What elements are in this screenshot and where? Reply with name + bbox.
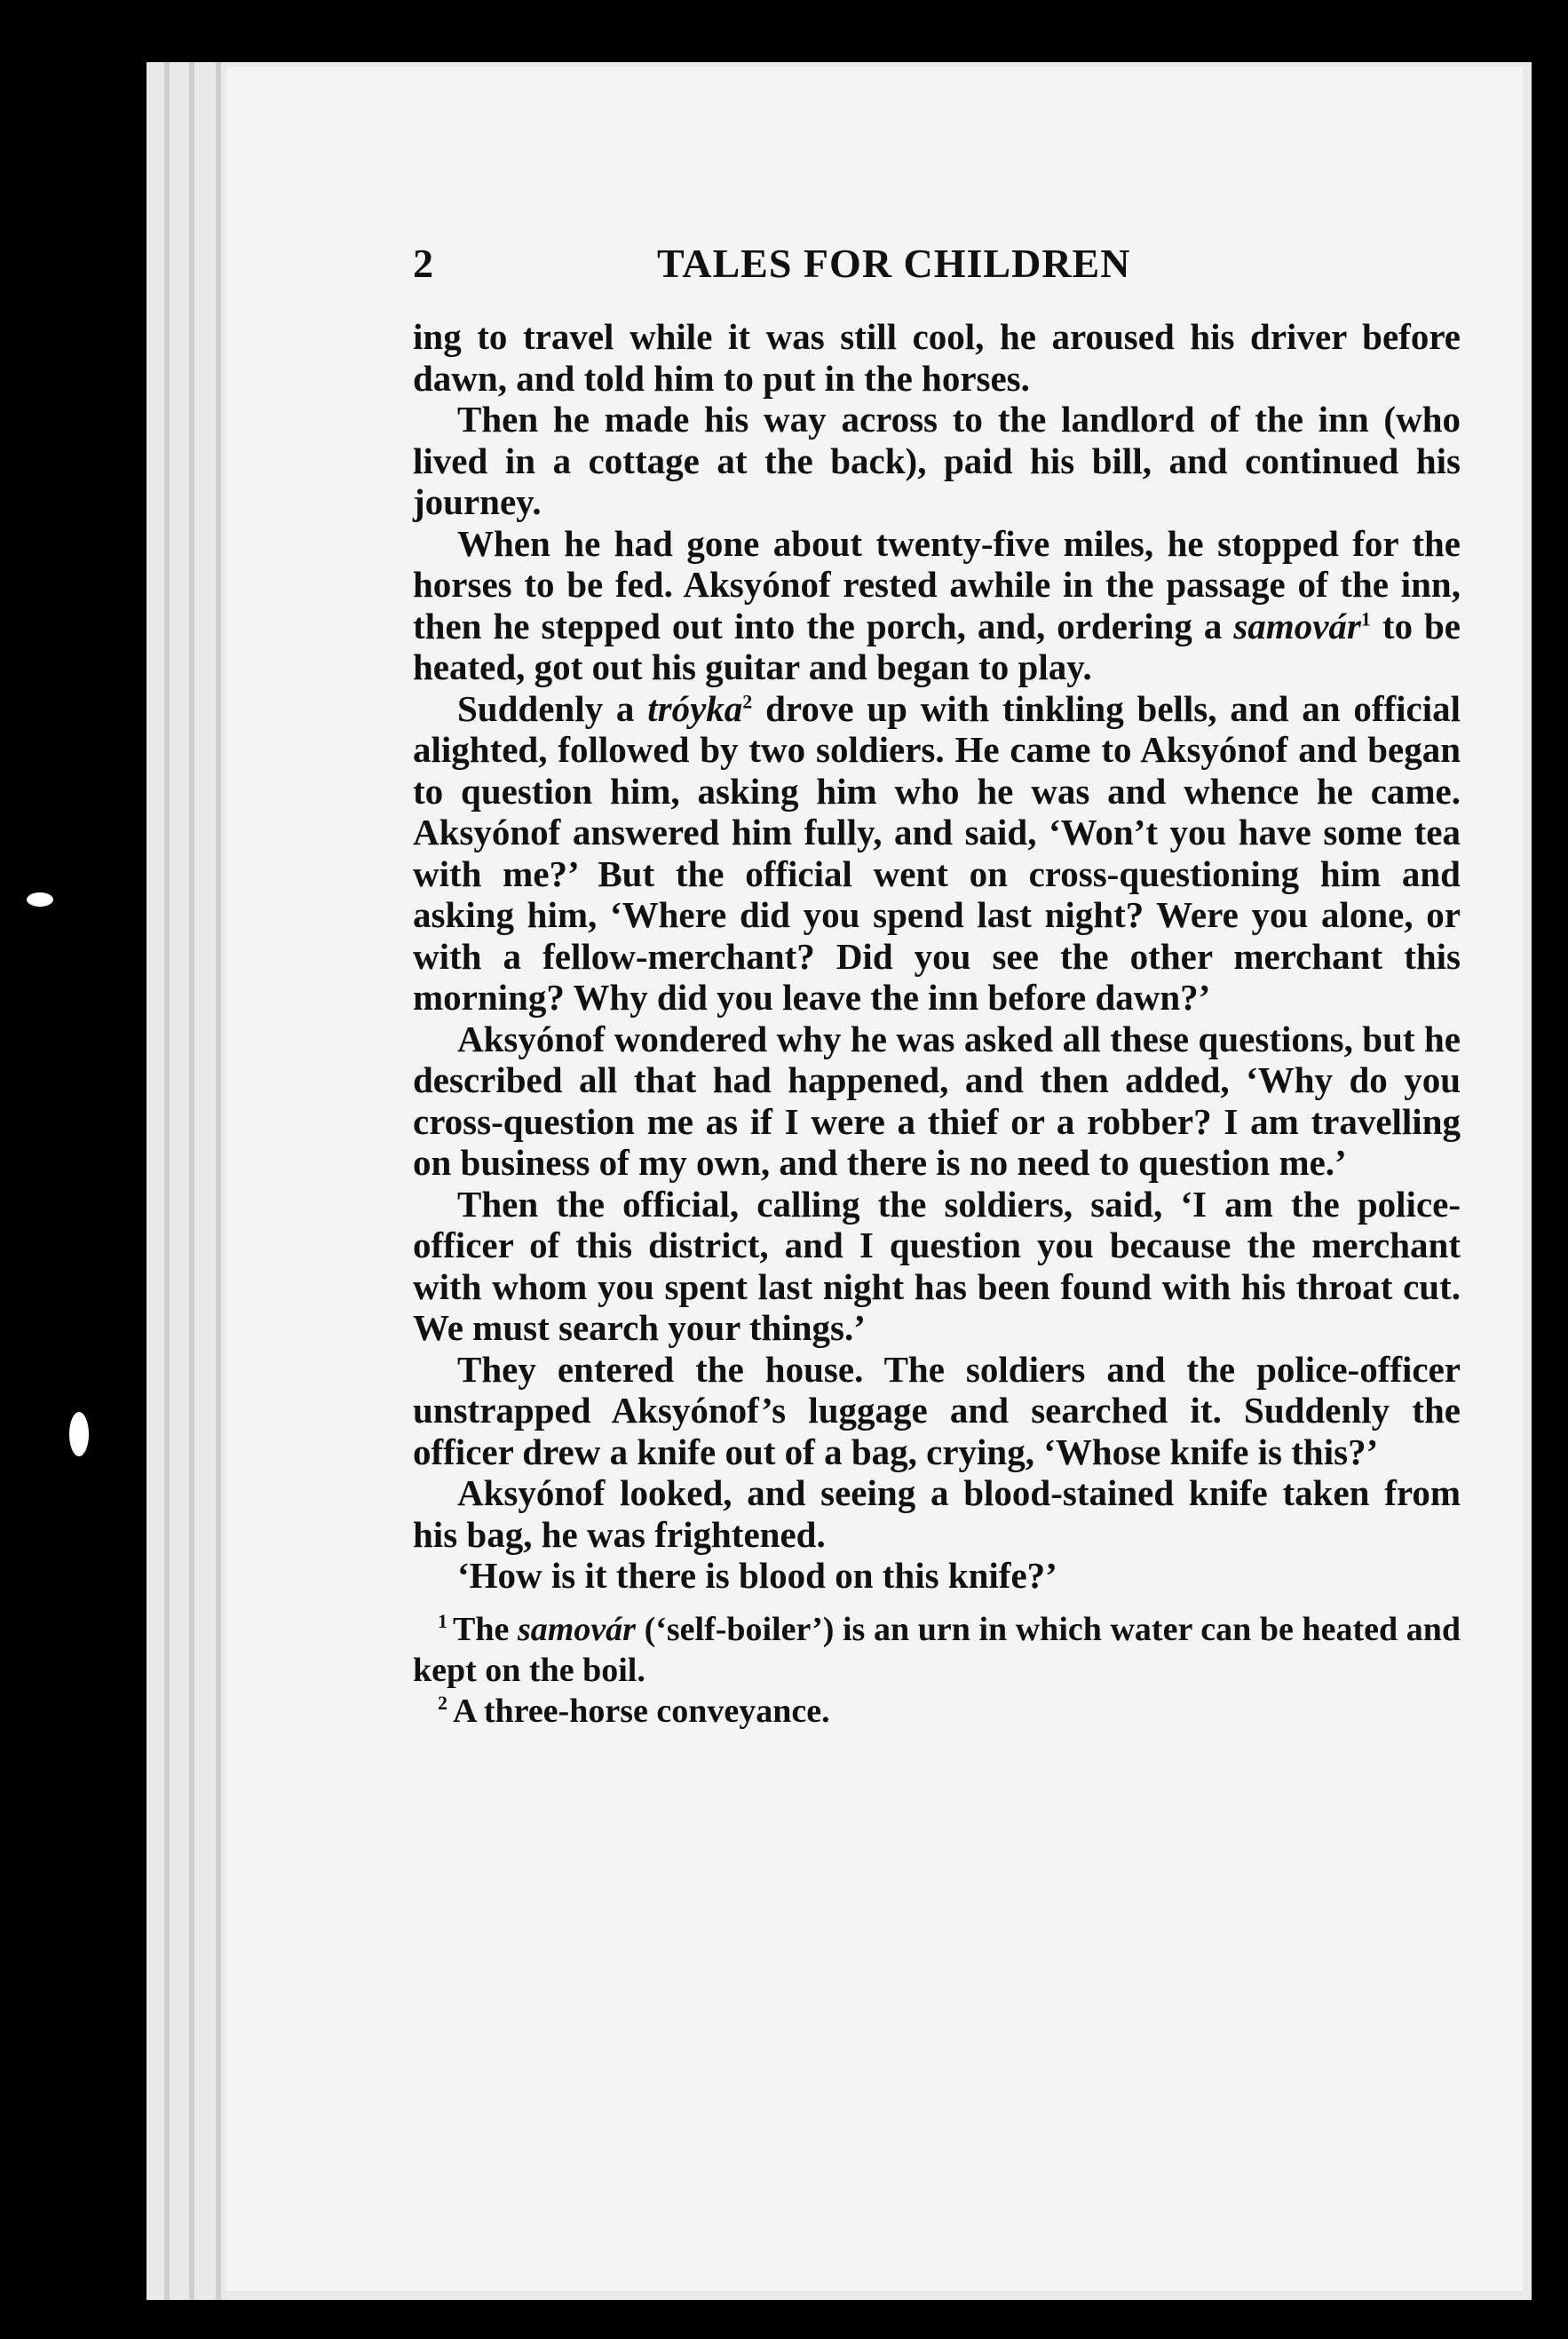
footnote-text: (‘self-boiler’) is an urn in which water can be heated and kept on the boil.	[413, 1610, 1461, 1689]
page-content	[413, 240, 1461, 1732]
paragraph	[413, 523, 1461, 688]
italic-term: samovár	[1233, 605, 1361, 646]
book-page	[226, 67, 1523, 2291]
footnote	[413, 1609, 1461, 1691]
paragraph: Aksyónof wondered why he was asked all these questions, but he described all that had happened, and then added, ‘Why do you cross-question me as if I were a thief or a robber? I am travelling on business of my own, and there is no need to question me.’	[413, 1018, 1461, 1183]
footnote-text: The	[453, 1610, 518, 1648]
paragraph: Then he made his way across to the landlord of the inn (who lived in a cottage at the back), paid his bill, and continued his journey.	[413, 399, 1461, 522]
italic-term: samovár	[517, 1610, 636, 1648]
paragraph	[413, 688, 1461, 1019]
footnote-reference: 2	[742, 689, 753, 712]
footnote-text: A three-horse conveyance.	[453, 1692, 830, 1730]
paragraph: They entered the house. The soldiers and the police-officer unstrapped Aksyónof’s luggage and searched it. Suddenly the officer drew a knife out of a bag, crying, ‘Whose knife is this?’	[413, 1348, 1461, 1472]
page-edge	[189, 62, 194, 2300]
paragraph: ‘How is it there is blood on this knife?’	[457, 1555, 1057, 1596]
running-title: TALES FOR CHILDREN	[657, 241, 1131, 286]
page-edge	[216, 62, 221, 2300]
page-edge	[164, 62, 170, 2300]
paragraph-text: When he had gone about twenty-five miles, he stopped for the horses to be fed. Aksyónof rested awhile in the passage of the inn, then he stepped out into the porch, and, ordering a	[413, 522, 1461, 646]
page-number: 2	[413, 241, 433, 286]
italic-term: tróyka	[647, 687, 743, 729]
paragraph-text: to be heated, got out his guitar and began to play.	[413, 605, 1461, 687]
scan-speck	[27, 892, 53, 907]
paragraph-text: Suddenly a	[457, 687, 635, 729]
scan-speck	[69, 1412, 89, 1456]
paragraph: ing to travel while it was still cool, he aroused his driver before dawn, and told him to put in the horses.	[413, 316, 1461, 399]
footnotes	[413, 1609, 1461, 1732]
running-head	[413, 240, 1461, 311]
footnote-mark: 1	[438, 1609, 447, 1632]
footnote-reference: 1	[1360, 607, 1371, 630]
paragraph-text: drove up with tinkling bells, and an official alighted, followed by two soldiers. He came to Aksyónof and began to question him, asking him who he was and whence he came. Aksyónof answered him fully, and said, ‘Won’t you have some tea with me?’ But the official went on cross-questioning him and asking him, ‘Where did you spend last night? Were you alone, or with a fellow-merchant? Did you see the other merchant this morning? Why did you leave the inn before dawn?’	[413, 687, 1461, 1018]
paragraph: Then the official, calling the soldiers, said, ‘I am the police-officer of this district, and I question you because the merchant with whom you spent last night has been found with his throat cut. We must search your things.’	[413, 1183, 1461, 1348]
footnote-mark: 2	[438, 1691, 447, 1714]
footnote	[413, 1691, 1461, 1732]
paragraph: Aksyónof looked, and seeing a blood-stained knife taken from his bag, he was frightened.	[413, 1472, 1461, 1555]
